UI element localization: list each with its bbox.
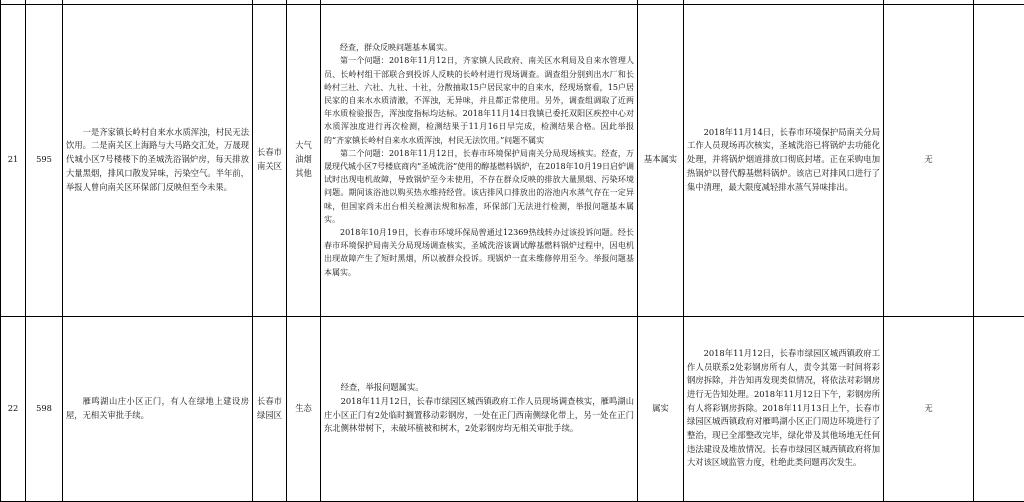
row-index: 21	[1, 4, 26, 316]
district: 长春市绿园区	[253, 316, 287, 501]
row-serial: 598	[26, 316, 63, 501]
handling-rectification: 2018年11月14日，长春市环境保护局南关分局工作人员现场再次核实，圣城洗浴已将锅炉去功能化处理，并将锅炉烟道排放口彻底封堵。正在采购电加热锅炉以替代醇基燃料锅炉。该店已对排风口进行了集中清理，最大限度减轻排水蒸气异味排出。	[684, 4, 884, 316]
table-row	[1, 316, 1024, 501]
investigation-result: 经查，举报问题属实。 2018年11月12日，长春市绿园区城西镇政府工作人员现场调查核实，雁鸣湖山庄小区正门有2处临时搁置移动彩钢房，一处在正门西南侧绿化带上，另一处在正门东北侧林带树下，未破坏植被和树木，2处彩钢房均无相关审批手续。	[321, 316, 638, 501]
district: 长春市南关区	[253, 4, 287, 316]
pollution-category: 大气 油烟 其他	[287, 4, 321, 316]
pollution-category: 生态	[287, 316, 321, 501]
row-serial: 595	[26, 4, 63, 316]
verdict: 属实	[638, 316, 684, 501]
remark	[974, 4, 1024, 316]
row-index: 22	[1, 316, 26, 501]
verdict: 基本属实	[638, 4, 684, 316]
accountability: 无	[884, 4, 974, 316]
complaint-content: 雁鸣湖山庄小区正门，有人在绿地上建设房屋，无相关审批手续。	[63, 316, 253, 501]
remark	[974, 316, 1024, 501]
investigation-result: 经查，群众反映问题基本属实。 第一个问题：2018年11月12日，齐家镇人民政府、南关区水利局及自来水管理人员、长岭村组干部联合到投诉人反映的长岭村进行现场调查。调查组分别到出水厂和长岭村三社、六社、九社、十社，分散抽取15户居民家中的自来水，经现场察看，15户居民家的自来水水质清澈，不浑浊，无异味，并且都正常使用。另外，调查组调取了近两年水质检验报告，浑浊度指标均达标。2018年11月14日我镇已委托双阳区疾控中心对水质浑浊度进行再次检测，检测结果于11月16日早完成，检测结果合格。因此举报的“齐家镇长岭村自来水水质浑浊，村民无法饮用。”问题不属实 第二个问题：2018年11月12日，长春市环境保护局南关分局现场核实。经查，万晟现代城小区7号楼底商内“圣城洗浴”使用的醇基燃料锅炉，在2018年10月19日启炉调试时出现电机故障，导致锅炉至今未使用，不存在群众反映的排放大量黑烟、污染环境问题。期间该浴池以购买热水维持经营。该店排风口排放出的浴池内水蒸气存在一定异味，但国家尚未出台相关检测法规和标准，环保部门无法进行检测，举报问题基本属实。 2018年10月19日，长春市环境环保局曾通过12369热线转办过该投诉问题。经长春市环境保护局南关分局现场调查核实，圣城洗浴该调试醇基燃料锅炉过程中，因电机出现故障产生了短时黑烟，所以被群众投诉。现锅炉一直未维修停用至今。举报问题基本属实。	[321, 4, 638, 316]
handling-rectification: 2018年11月12日，长春市绿园区城西镇政府工作人员联系2处彩钢房所有人，责令其第一时间将彩钢房拆除，并告知再发现类似情况，将依法对彩钢房进行无告知处理。2018年11月12日下午，彩钢房所有人将彩钢房拆除。2018年11月13日上午，长春市绿园区城西镇政府对雁鸣湖小区正门周边环境进行了整治，现已全部整改完毕，绿化带及其他场地无任何违法建设及堆放情况。长春市绿园区城西镇政府将加大对该区域监管力度，杜绝此类问题再次发生。	[684, 316, 884, 501]
complaint-content: 一是齐家镇长岭村自来水水质浑浊，村民无法饮用。二是南关区上海路与大马路交汇处，万晟现代城小区7号楼楼下的圣城洗浴锅炉房，每天排放大量黑烟，排风口散发异味，污染空气。半年前，举报人曾向南关区环保部门反映但至今未果。	[63, 4, 253, 316]
accountability: 无	[884, 316, 974, 501]
table-row	[1, 4, 1024, 316]
